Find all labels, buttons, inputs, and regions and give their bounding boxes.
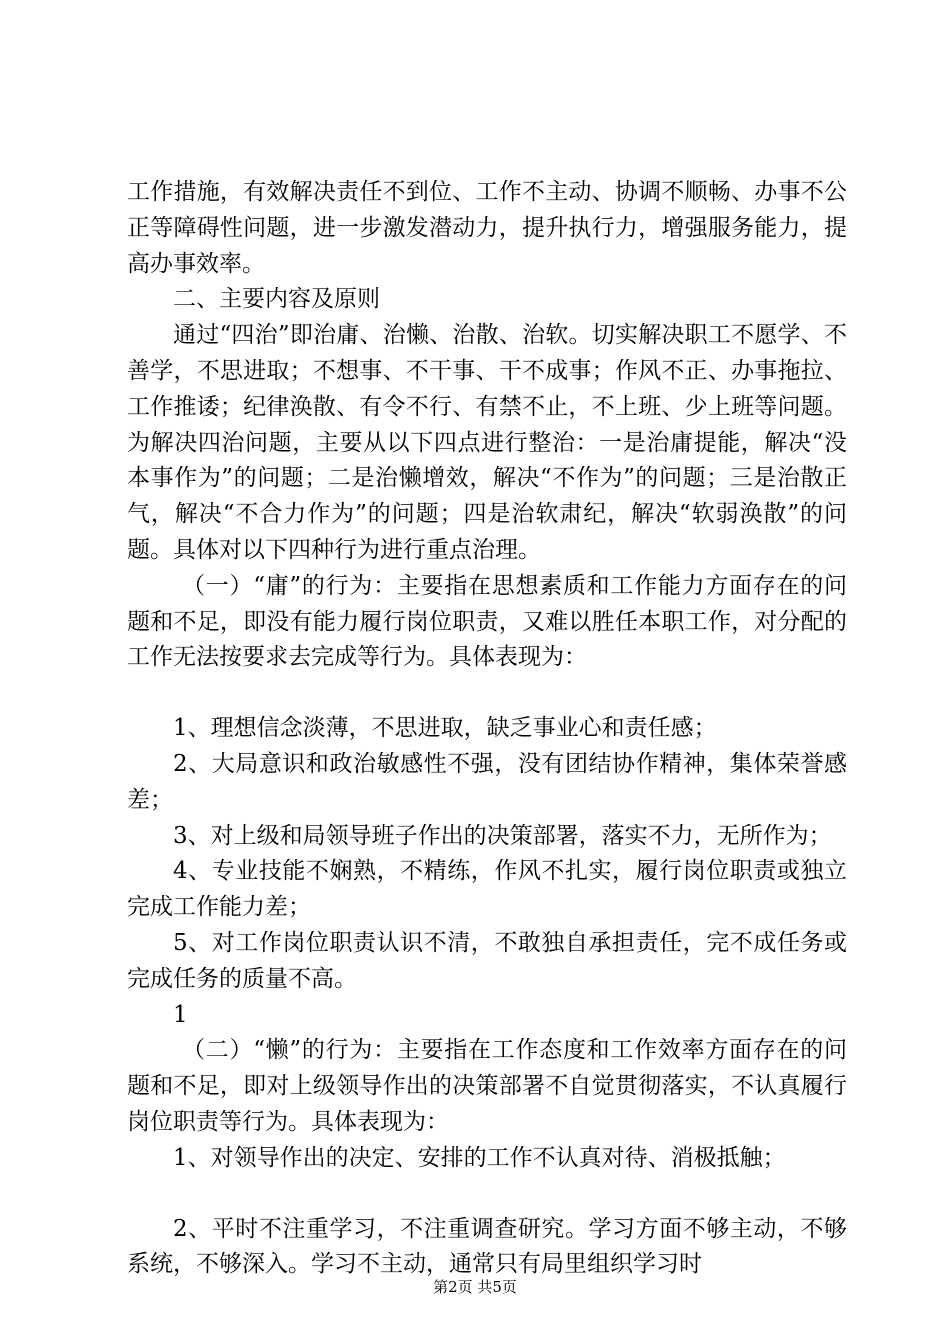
list-item: 5、对工作岗位职责认识不清，不敢独自承担责任，完不成任务或完成任务的质量不高。: [127, 929, 847, 992]
list-item: 2、大局意识和政治敏感性不强，没有团结协作精神，集体荣誉感差；: [127, 750, 847, 813]
paragraph: 工作措施，有效解决责任不到位、工作不主动、协调不顺畅、办事不公正等障碍性问题，进一步激发潜动力，提升执行力，增强服务能力，提高办事效率。: [127, 179, 847, 277]
page-footer: 第2页 共5页: [433, 1278, 517, 1296]
inline-page-number: 1: [173, 1001, 188, 1028]
list-item: 1、对领导作出的决定、安排的工作不认真对待、消极抵触；: [173, 1144, 786, 1171]
list-item: 3、对上级和局领导班子作出的决策部署，落实不力，无所作为；: [173, 822, 832, 849]
list-item: 2、平时不注重学习，不注重调查研究。学习方面不够主动，不够系统，不够深入。学习不主动，通常只有局里组织学习时: [127, 1215, 847, 1278]
paragraph: 通过“四治”即治庸、治懒、治散、治软。切实解决职工不愿学、不善学，不思进取；不想事、不干事、干不成事；作风不正、办事拖拉、工作推诿；纪律涣散、有令不行、有禁不止，不上班、少上班等问题。为解决四治问题，主要从以下四点进行整治：一是治庸提能，解决“没本事作为”的问题；二是治懒增效，解决“不作为”的问题；三是治散正气，解决“不合力作为”的问题；四是治软肃纪，解决“软弱涣散”的问题。具体对以下四种行为进行重点治理。: [127, 322, 847, 563]
subsection-paragraph: （一）“庸”的行为：主要指在思想素质和工作能力方面存在的问题和不足，即没有能力履行岗位职责，又难以胜任本职工作，对分配的工作无法按要求去完成等行为。具体表现为：: [127, 572, 847, 671]
document-body: [127, 175, 847, 1283]
list-item: 4、专业技能不娴熟，不精练，作风不扎实，履行岗位职责或独立完成工作能力差；: [127, 858, 847, 921]
list-item: 1、理想信念淡薄，不思进取，缺乏事业心和责任感；: [173, 715, 717, 742]
subsection-paragraph: （二）“懒”的行为：主要指在工作态度和工作效率方面存在的问题和不足，即对上级领导作出的决策部署不自觉贯彻落实，不认真履行岗位职责等行为。具体表现为：: [127, 1037, 847, 1135]
section-heading: 二、主要内容及原则: [173, 286, 380, 313]
